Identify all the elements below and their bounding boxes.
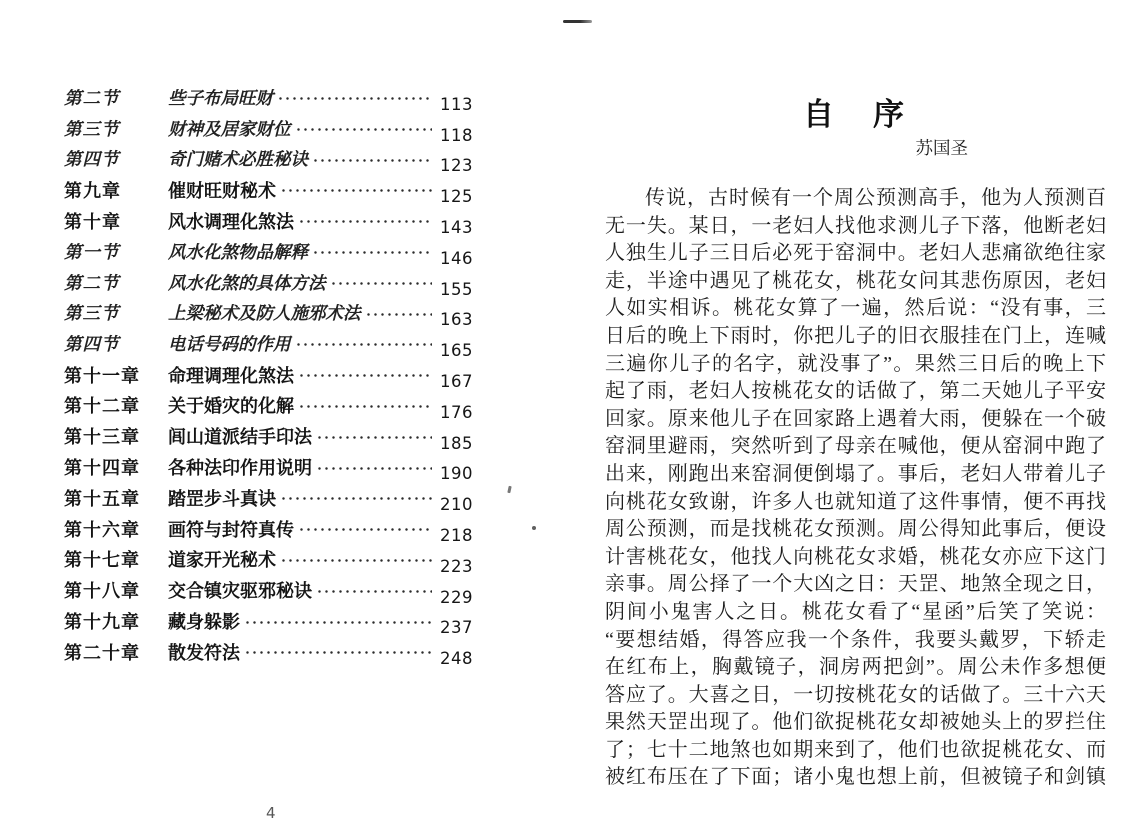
toc-row [64, 606, 496, 637]
toc-row [64, 298, 496, 329]
toc-entry-page-number: 218 [440, 526, 473, 546]
table-of-contents [64, 82, 496, 667]
toc-entry-title: 风水调理化煞法 [168, 211, 294, 232]
toc-entry-label: 第四节 [64, 149, 120, 170]
toc-entry-page-number: 223 [440, 556, 473, 576]
dot-leader [316, 452, 432, 483]
dot-leader [298, 390, 432, 421]
preface-line: 日后的晚上下雨时，你把儿子的旧衣服挂在门上，连喊 [605, 324, 1106, 347]
toc-entry-title: 风水化煞的具体方法 [168, 272, 326, 293]
toc-entry-title: 踏罡步斗真诀 [168, 488, 276, 509]
toc-entry-label: 第十八章 [64, 581, 140, 602]
toc-entry-label: 第十四章 [64, 457, 140, 478]
toc-entry-label: 第二十章 [64, 642, 140, 663]
preface-line: 了；七十二地煞也如期来到了，他们也欲捉桃花女、而 [605, 738, 1106, 761]
toc-entry-page-number: 125 [440, 187, 473, 207]
toc-row [64, 390, 496, 421]
toc-entry-title: 上梁秘术及防人施邪术法 [168, 303, 361, 324]
toc-entry-label: 第十二章 [64, 396, 140, 417]
toc-entry-title: 闾山道派结手印法 [168, 427, 312, 448]
toc-entry-page-number: 155 [440, 279, 473, 299]
toc-entry-page-number: 167 [440, 372, 473, 392]
toc-entry-title: 催财旺财秘术 [168, 180, 276, 201]
toc-entry-title: 交合镇灾驱邪秘诀 [168, 581, 312, 602]
scan-dash-artifact [563, 20, 592, 23]
toc-entry-label: 第二节 [64, 272, 120, 293]
dot-leader [280, 174, 432, 205]
toc-entry-label: 第十三章 [64, 427, 140, 448]
toc-row [64, 328, 496, 359]
dot-leader [312, 236, 432, 267]
toc-entry-title: 电话号码的作用 [168, 334, 291, 355]
dot-leader [365, 298, 433, 329]
dot-leader [330, 267, 433, 298]
toc-entry-title: 画符与封符真传 [168, 519, 294, 540]
toc-entry-page-number: 176 [440, 402, 473, 422]
dot-leader [244, 636, 432, 667]
toc-row [64, 267, 496, 298]
toc-row [64, 452, 496, 483]
toc-entry-title: 命理调理化煞法 [168, 365, 294, 386]
scan-speck [532, 526, 536, 530]
toc-entry-page-number: 237 [440, 618, 473, 638]
preface-line: “要想结婚，得答应我一个条件，我要头戴罗，下轿走 [605, 628, 1106, 651]
toc-entry-label: 第十九章 [64, 611, 140, 632]
toc-entry-label: 第四节 [64, 334, 120, 355]
dot-leader [277, 82, 432, 113]
toc-entry-title: 散发符法 [168, 642, 240, 663]
dot-leader [312, 144, 432, 175]
preface-line: 在红布上，胸戴镜子，洞房两把剑”。周公未作多想便 [605, 656, 1106, 679]
toc-entry-label: 第九章 [64, 180, 121, 201]
toc-entry-page-number: 248 [440, 649, 473, 669]
toc-entry-title: 关于婚灾的化解 [168, 396, 294, 417]
toc-entry-page-number: 118 [440, 125, 473, 145]
toc-entry-label: 第十五章 [64, 488, 140, 509]
dot-leader [316, 421, 432, 452]
toc-entry-page-number: 163 [440, 310, 473, 330]
toc-entry-title: 财神及居家财位 [168, 118, 291, 139]
preface-line: 无一失。某日，一老妇人找他求测儿子下落，他断老妇 [605, 214, 1106, 237]
preface-author: 苏国圣 [915, 138, 968, 158]
toc-row [64, 421, 496, 452]
toc-entry-page-number: 190 [440, 464, 473, 484]
toc-entry-label: 第一节 [64, 241, 120, 262]
toc-entry-title: 奇门赌术必胜秘诀 [168, 149, 308, 170]
toc-row [64, 636, 496, 667]
dot-leader [316, 575, 432, 606]
toc-entry-page-number: 123 [440, 156, 473, 176]
preface-line: 窑洞里避雨，突然听到了母亲在喊他，便从窑洞中跑了 [605, 435, 1106, 458]
toc-entry-page-number: 165 [440, 341, 473, 361]
toc-row [64, 544, 496, 575]
left-page-number: 4 [266, 804, 276, 822]
toc-row [64, 513, 496, 544]
toc-row [64, 359, 496, 390]
toc-row [64, 236, 496, 267]
preface-title: 自 序 [803, 97, 908, 132]
dot-leader [280, 482, 432, 513]
toc-entry-label: 第十六章 [64, 519, 140, 540]
toc-entry-title: 风水化煞物品解释 [168, 241, 308, 262]
toc-entry-label: 第十七章 [64, 550, 140, 571]
preface-body [605, 185, 1106, 792]
dot-leader [244, 606, 432, 637]
preface-line: 人如实相诉。桃花女算了一遍，然后说：“没有事，三 [605, 297, 1106, 320]
preface-line: 周公预测，而是找桃花女预测。周公得知此事后，便设 [605, 518, 1106, 541]
toc-entry-title: 道家开光秘术 [168, 550, 276, 571]
toc-entry-page-number: 210 [440, 495, 473, 515]
toc-row [64, 82, 496, 113]
preface-page [605, 95, 1106, 792]
toc-entry-label: 第十章 [64, 211, 121, 232]
dot-leader [295, 113, 433, 144]
toc-entry-title: 些子布局旺财 [168, 87, 273, 108]
toc-row [64, 174, 496, 205]
preface-line: 传说，古时候有一个周公预测高手，他为人预测百 [645, 187, 1106, 209]
preface-line: 走，半途中遇见了桃花女，桃花女问其悲伤原因，老妇 [605, 269, 1106, 292]
preface-line: 答应了。大喜之日，一切按桃花女的话做了。三十六天 [605, 683, 1106, 706]
toc-entry-page-number: 113 [440, 94, 473, 114]
toc-row [64, 482, 496, 513]
toc-entry-title: 藏身躲影 [168, 611, 240, 632]
toc-row [64, 113, 496, 144]
toc-entry-page-number: 229 [440, 587, 473, 607]
preface-line: 计害桃花女，他找人向桃花女求婚，桃花女亦应下这门 [605, 545, 1106, 568]
toc-entry-label: 第三节 [64, 118, 120, 139]
dot-leader [295, 328, 433, 359]
preface-line: 人独生儿子三日后必死于窑洞中。老妇人悲痛欲绝往家 [605, 242, 1106, 265]
preface-line: 果然天罡出现了。他们欲捉桃花女却被她头上的罗拦住 [605, 711, 1106, 734]
toc-entry-label: 第三节 [64, 303, 120, 324]
toc-row [64, 205, 496, 236]
toc-entry-title: 各种法印作用说明 [168, 457, 312, 478]
toc-entry-label: 第二节 [64, 87, 120, 108]
preface-line: 起了雨，老妇人按桃花女的话做了，第二天她儿子平安 [605, 380, 1106, 403]
toc-entry-label: 第十一章 [64, 365, 140, 386]
preface-line: 三遍你儿子的名字，就没事了”。果然三日后的晚上下 [605, 352, 1106, 375]
preface-line: 亲事。周公择了一个大凶之日：天罡、地煞全现之日， [605, 573, 1106, 596]
scan-speck [507, 486, 511, 493]
dot-leader [280, 544, 432, 575]
preface-line: 被红布压在了下面；诸小鬼也想上前，但被镜子和剑镇 [605, 766, 1106, 789]
preface-line: 出来，刚跑出来窑洞便倒塌了。事后，老妇人带着儿子 [605, 462, 1106, 485]
dot-leader [298, 513, 432, 544]
dot-leader [298, 205, 432, 236]
dot-leader [298, 359, 432, 390]
preface-line: 向桃花女致谢，许多人也就知道了这件事情，便不再找 [605, 490, 1106, 513]
toc-entry-page-number: 146 [440, 248, 473, 268]
toc-row [64, 575, 496, 606]
toc-entry-page-number: 143 [440, 218, 473, 238]
preface-line: 阴间小鬼害人之日。桃花女看了“星函”后笑了笑说： [605, 600, 1106, 623]
toc-row [64, 144, 496, 175]
preface-line: 回家。原来他儿子在回家路上遇着大雨，便躲在一个破 [605, 407, 1106, 430]
toc-entry-page-number: 185 [440, 433, 473, 453]
